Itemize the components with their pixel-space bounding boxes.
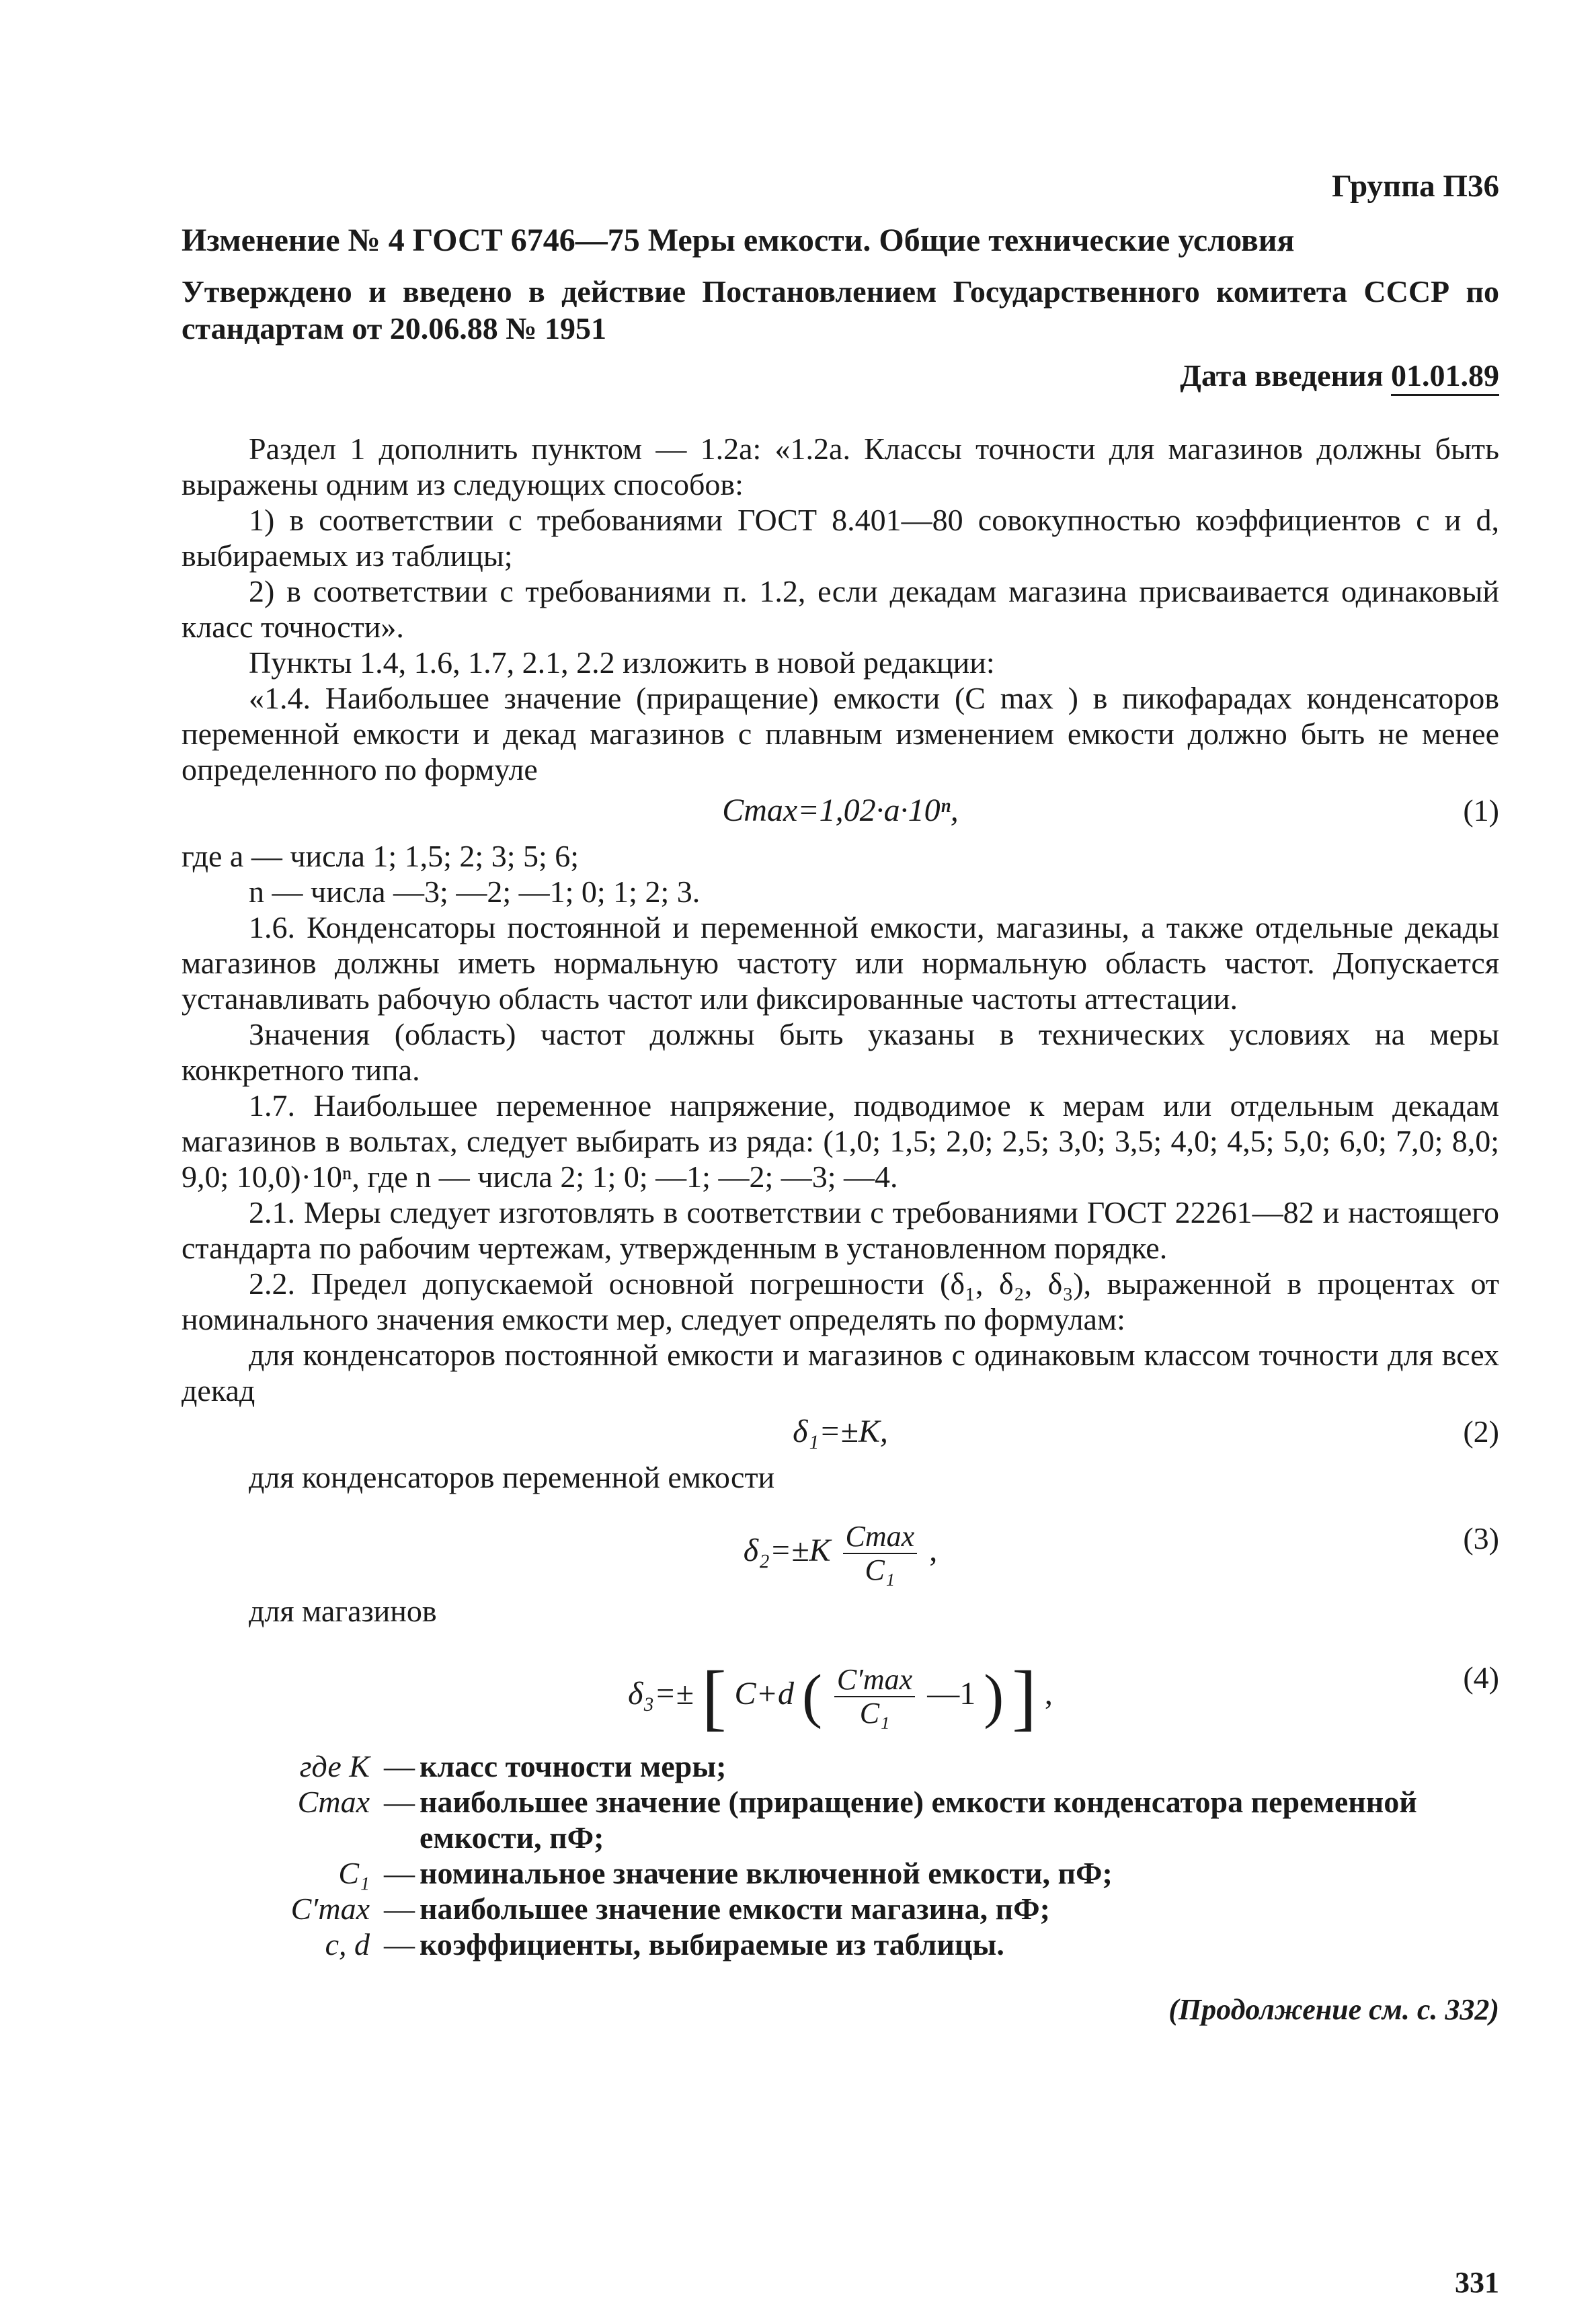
formula-4-denominator: C₁: [859, 1697, 890, 1730]
formula-4-expression: [182, 1656, 1499, 1738]
document-page: [182, 168, 1499, 2027]
paragraph-8: 1.7. Наибольшее переменное напряжение, подводимое к мерам или отдельным декадам магазинов в вольтах, следует выбирать из ряда: (1,0; 1,5; 2,0; 2,5; 3,0; 3,5; 4,0; 4,5; 5,0; 6,0; 7,0; 8,0; 9,0; 10,0)·10ⁿ, где n — числа 2; 1; 0; —1; —2; —3; —4.: [182, 1088, 1499, 1195]
definition-item: [182, 1891, 1499, 1927]
formula-3-numerator: Cmax: [843, 1521, 918, 1554]
formula-3-denominator: C₁: [865, 1553, 895, 1587]
formula-1: [182, 793, 1499, 833]
paragraph-2: 1) в соответствии с требованиями ГОСТ 8.401—80 совокупностью коэффициентов c и d, выбираемых из таблицы;: [182, 503, 1499, 573]
definition-item: [182, 1927, 1499, 1962]
formula-3-expression: [182, 1521, 1499, 1586]
paragraph-9: 2.1. Меры следует изготовлять в соответствии с требованиями ГОСТ 22261—82 и настоящего стандарта по рабочим чертежам, утвержденным в установленном порядке.: [182, 1195, 1499, 1266]
formula-3-tail: ,: [929, 1533, 938, 1569]
formula-4-tail: ,: [1044, 1676, 1053, 1712]
formula-2: [182, 1414, 1499, 1454]
paragraph-1: Раздел 1 дополнить пунктом — 1.2а: «1.2а. Классы точности для магазинов должны быть выражены одним из следующих способов:: [182, 432, 1499, 502]
definition-symbol: C′max: [290, 1892, 370, 1927]
formula-2-expression: δ₁=±K,: [793, 1414, 888, 1450]
definition-dash: —: [384, 1927, 415, 1962]
where-n: n — числа —3; —2; —1; 0; 1; 2; 3.: [249, 875, 701, 909]
page-number: 331: [1455, 2266, 1499, 2299]
paragraph-3: 2) в соответствии с требованиями п. 1.2, если декадам магазина присваивается одинаковый класс точности».: [182, 574, 1499, 645]
formula-4-close-paren: ): [984, 1663, 1004, 1730]
paragraph-11: для конденсаторов постоянной емкости и магазинов с одинаковым классом точности для всех декад: [182, 1338, 1499, 1408]
paragraph-5: «1.4. Наибольшее значение (приращение) емкости (C max ) в пикофарадах конденсаторов переменной емкости и декад магазинов с плавным изменением емкости должно быть не менее определенного по формуле: [182, 681, 1499, 787]
definition-text: номинальное значение включенной емкости, пФ;: [420, 1856, 1113, 1891]
continuation-note: (Продолжение см. с. 332): [1168, 1993, 1499, 2027]
formula-4-minus: —1: [927, 1676, 976, 1712]
where-a: где a — числа 1; 1,5; 2; 3; 5; 6;: [182, 839, 580, 874]
formula-1-number: (1): [1463, 793, 1499, 828]
definition-text: наибольшее значение (приращение) емкости конденсатора переменной емкости, пФ;: [420, 1785, 1417, 1855]
formula-4-number: (4): [1463, 1660, 1499, 1695]
formula-4-open-bracket: [: [701, 1656, 727, 1738]
definition-symbol: Cmax: [297, 1785, 370, 1820]
formula-4-left: δ₃=±: [628, 1676, 694, 1712]
definitions-list: [182, 1748, 1499, 1962]
formula-3-fraction: [843, 1521, 918, 1586]
group-label: Группа П36: [1332, 169, 1499, 204]
date-label: Дата введения: [1180, 358, 1384, 393]
definition-dash: —: [384, 1749, 415, 1784]
approval-statement: Утверждено и введено в действие Постановлением Государственного комитета СССР по стандартам от 20.06.88 № 1951: [182, 274, 1499, 346]
formula-3-left: δ₂=±K: [743, 1533, 831, 1569]
definition-symbol: c, d: [325, 1927, 370, 1962]
definition-dash: —: [384, 1856, 415, 1891]
definition-item: [182, 1784, 1499, 1855]
paragraph-7: Значения (область) частот должны быть указаны в технических условиях на меры конкретного типа.: [182, 1017, 1499, 1088]
formula-4-fraction: [834, 1664, 915, 1730]
formula-4-numerator: C′max: [834, 1664, 915, 1697]
definition-dash: —: [384, 1785, 415, 1820]
formula-4-open-paren: (: [801, 1663, 822, 1730]
definition-dash: —: [384, 1892, 415, 1927]
definition-text: наибольшее значение емкости магазина, пФ;: [420, 1892, 1050, 1927]
paragraph-6: 1.6. Конденсаторы постоянной и переменной емкости, магазины, а также отдельные декады магазинов должны иметь нормальную частоту или нормальную область частот. Допускается устанавливать рабочую область частот или фиксированные частоты аттестации.: [182, 910, 1499, 1016]
definition-symbol: где K: [299, 1749, 370, 1784]
paragraph-10: 2.2. Предел допускаемой основной погрешности (δ₁, δ₂, δ₃), выраженной в процентах от номинального значения емкости мер, следует определять по формулам:: [182, 1266, 1499, 1337]
paragraph-4: Пункты 1.4, 1.6, 1.7, 2.1, 2.2 изложить в новой редакции:: [249, 645, 995, 680]
formula-2-number: (2): [1463, 1414, 1499, 1449]
definition-symbol: C₁: [338, 1856, 370, 1891]
formula-3: [182, 1500, 1499, 1588]
definition-text: коэффициенты, выбираемые из таблицы.: [420, 1927, 1004, 1962]
formula-4-close-bracket: ]: [1012, 1656, 1037, 1738]
effective-date: [182, 358, 1499, 393]
paragraph-13: для магазинов: [249, 1594, 437, 1629]
definition-item: [182, 1748, 1499, 1784]
paragraph-12: для конденсаторов переменной емкости: [249, 1460, 775, 1495]
formula-3-number: (3): [1463, 1521, 1499, 1556]
document-body: [182, 431, 1499, 2027]
formula-1-expression: Cmax=1,02·a·10ⁿ,: [722, 793, 959, 829]
document-title: Изменение № 4 ГОСТ 6746—75 Меры емкости. Общие технические условия: [182, 222, 1295, 258]
formula-4-cd: C+d: [734, 1676, 794, 1712]
definition-item: [182, 1855, 1499, 1891]
formula-4: [182, 1634, 1499, 1738]
date-value: 01.01.89: [1391, 358, 1499, 396]
definition-text: класс точности меры;: [420, 1749, 727, 1784]
